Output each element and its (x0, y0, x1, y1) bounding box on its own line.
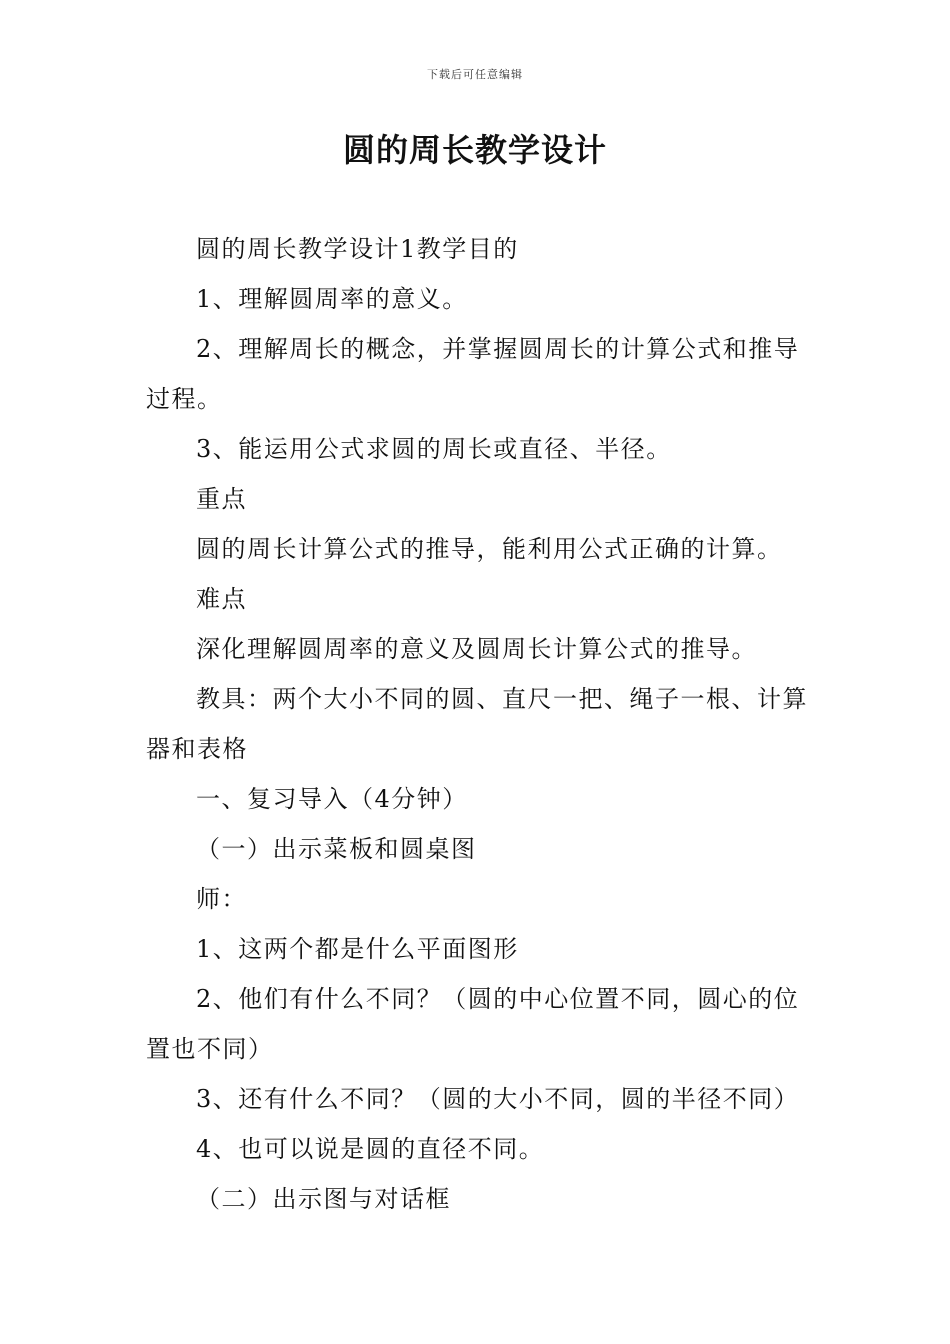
paragraph: 圆的周长计算公式的推导，能利用公式正确的计算。 (196, 535, 783, 563)
paragraph: 2、他们有什么不同？（圆的中心位置不同，圆心的位置也不同） (146, 985, 800, 1063)
paragraph: 1、理解圆周率的意义。 (196, 285, 468, 313)
paragraph: 重点 (196, 485, 247, 513)
paragraph: 师： (196, 885, 247, 913)
paragraph: 3、还有什么不同？（圆的大小不同，圆的半径不同） (196, 1085, 800, 1113)
paragraph: 3、能运用公式求圆的周长或直径、半径。 (196, 435, 672, 463)
paragraph: 4、也可以说是圆的直径不同。 (196, 1135, 545, 1163)
paragraph: （二）出示图与对话框 (196, 1185, 451, 1213)
paragraph: 1、这两个都是什么平面图形 (196, 935, 519, 963)
header-note: 下载后可任意编辑 (427, 68, 523, 81)
paragraph: （一）出示菜板和圆桌图 (196, 835, 477, 863)
paragraph: 一、复习导入（4分钟） (196, 785, 468, 813)
paragraph: 圆的周长教学设计1教学目的 (196, 235, 519, 263)
paragraph: 2、理解周长的概念，并掌握圆周长的计算公式和推导过程。 (146, 335, 800, 413)
document-title: 圆的周长教学设计 (342, 131, 607, 169)
paragraph: 教具：两个大小不同的圆、直尺一把、绳子一根、计算器和表格 (146, 685, 808, 763)
paragraph: 难点 (196, 585, 247, 613)
paragraph: 深化理解圆周率的意义及圆周长计算公式的推导。 (196, 635, 757, 663)
document-body (146, 224, 810, 1224)
